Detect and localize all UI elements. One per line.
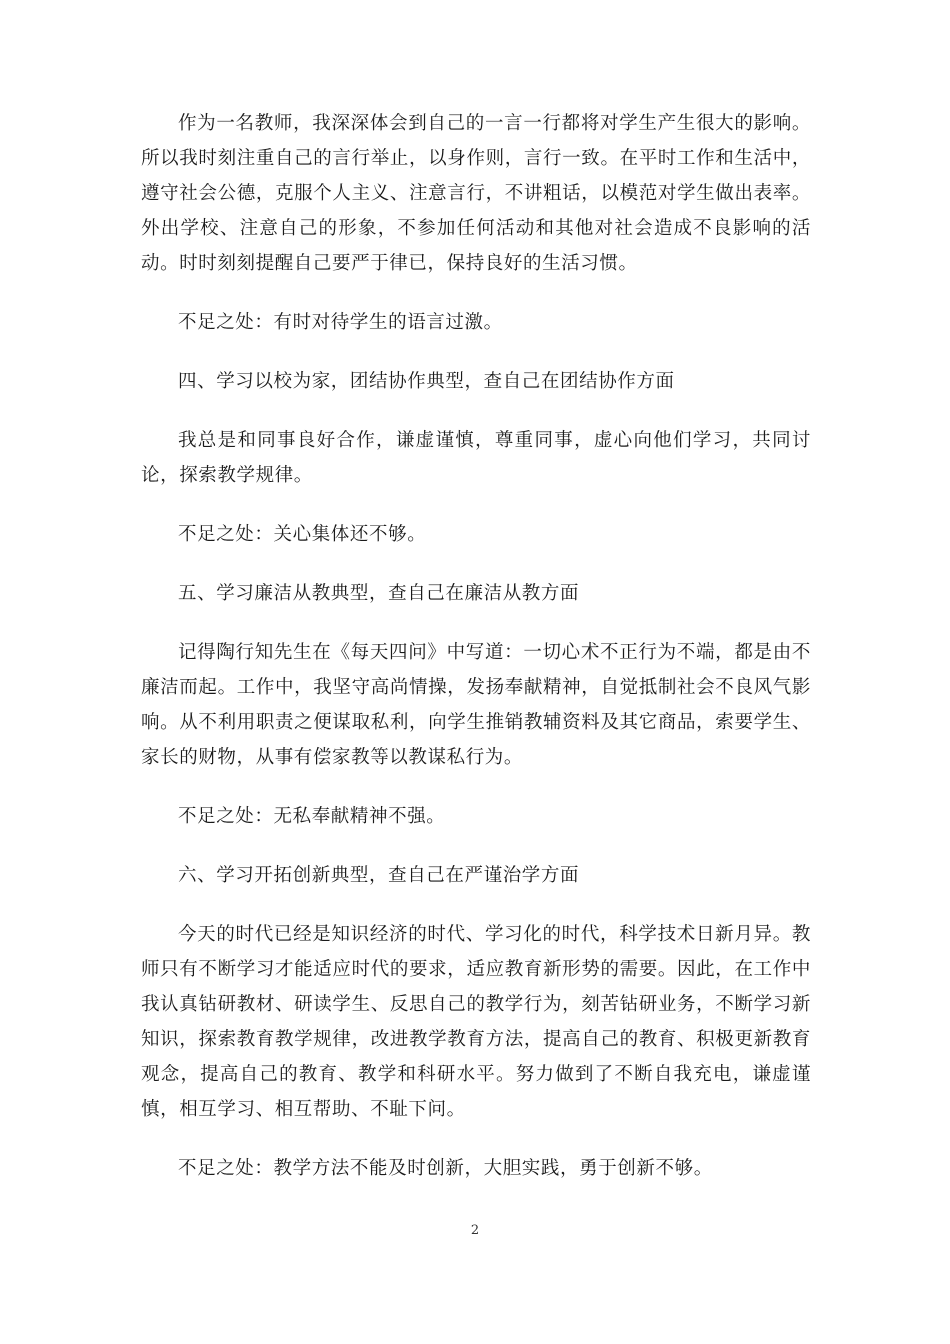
section-heading-6: 六、学习开拓创新典型，查自己在严谨治学方面 [178, 865, 580, 886]
paragraph-shortcoming-4: 不足之处：教学方法不能及时创新，大胆实践，勇于创新不够。 [178, 1158, 713, 1179]
section-heading-5: 五、学习廉洁从教典型，查自己在廉洁从教方面 [178, 583, 580, 604]
paragraph-conduct: 作为一名教师，我深深体会到自己的一言一行都将对学生产生很大的影响。所以我时刻注重自己的言行举止，以身作则，言行一致。在平时工作和生活中，遵守社会公德，克服个人主义、注意言行，不讲粗话，以模范对学生做出表率。外出学校、注意自己的形象，不参加任何活动和其他对社会造成不良影响的活动。时时刻刻提醒自己要严于律已，保持良好的生活习惯。 [141, 113, 811, 274]
paragraph-innovation: 今天的时代已经是知识经济的时代、学习化的时代，科学技术日新月异。教师只有不断学习才能适应时代的要求，适应教育新形势的需要。因此，在工作中我认真钻研教材、研读学生、反思自己的教学行为，刻苦钻研业务，不断学习新知识，探索教育教学规律，改进教学教育方法，提高自己的教育、积极更新教育观念，提高自己的教育、教学和科研水平。努力做到了不断自我充电，谦虚谨慎，相互学习、相互帮助、不耻下问。 [141, 924, 811, 1120]
paragraph-integrity: 记得陶行知先生在《每天四问》中写道：一切心术不正行为不端，都是由不廉洁而起。工作中，我坚守高尚情操，发扬奉献精神，自觉抵制社会不良风气影响。从不利用职责之便谋取私利，向学生推销教辅资料及其它商品，索要学生、家长的财物，从事有偿家教等以教谋私行为。 [141, 642, 811, 768]
paragraph-shortcoming-1: 不足之处：有时对待学生的语言过激。 [178, 312, 503, 333]
paragraph-shortcoming-3: 不足之处：无私奉献精神不强。 [178, 806, 446, 827]
paragraph-shortcoming-2: 不足之处：关心集体还不够。 [178, 524, 427, 545]
document-body [141, 106, 811, 1210]
page-number: 2 [470, 1223, 480, 1238]
paragraph-teamwork: 我总是和同事良好合作，谦虚谨慎，尊重同事，虚心向他们学习，共同讨论，探索教学规律。 [141, 430, 811, 486]
section-heading-4: 四、学习以校为家，团结协作典型，查自己在团结协作方面 [178, 371, 675, 392]
